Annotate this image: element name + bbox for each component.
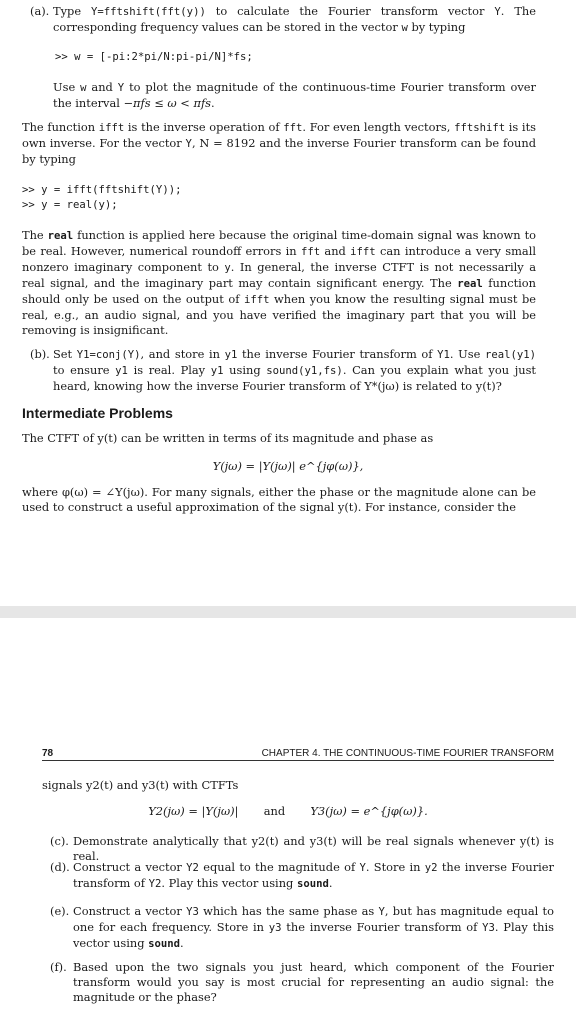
problem-b-label: (b). [30,347,50,361]
section-heading: Intermediate Problems [22,405,173,421]
problem-a-label: (a). [30,4,50,18]
code-ifft-line: >> y = ifft(fftshift(Y)); [22,184,182,196]
equation-y2-y3: Y2(jω) = |Y(jω)| and Y3(jω) = e^{jφ(ω)}. [148,804,428,818]
problem-c-label: (c). [50,834,69,848]
problem-d-label: (d). [50,860,70,874]
signals-paragraph: signals y2(t) and y3(t) with CTFTs [42,778,239,792]
page-separator [0,606,576,618]
problem-b [30,347,536,394]
use-w-y-para: Use w and Y to plot the magnitude of the continuous-time Fourier transform over the interval −πfs ≤ ω < πfs. [53,80,536,110]
header-rule [42,760,554,761]
code-real-line: >> y = real(y); [22,199,118,211]
ctft-paragraph: The CTFT of y(t) can be written in terms of its magnitude and phase as [22,431,434,445]
problem-e-label: (e). [50,904,70,918]
where-paragraph: where φ(ω) = ∠Y(jω). For many signals, either the phase or the magnitude alone can be used to construct a useful approximation of the signal y(t). For instance, consider the [22,485,536,514]
problem-e [50,904,554,952]
problem-d-text: Construct a vector Y2 equal to the magnitude of Y. Store in y2 the inverse Fourier transform of Y2. Play this vector using sound. [73,860,554,890]
problem-f-text: Based upon the two signals you just heard, which component of the Fourier transform would you say is most crucial for representing an audio signal: the magnitude or the phase? [73,960,554,1004]
problem-b-text: Set Y1=conj(Y), and store in y1 the inverse Fourier transform of Y1. Use real(y1) to ensure y1 is real. Play y1 using sound(y1,fs). Can you explain what you just heard, knowing how the inverse Fourier transform of Y*(jω) is related to y(t)? [53,347,536,393]
problem-e-text: Construct a vector Y3 which has the same phase as Y, but has magnitude equal to one for each frequency. Store in y3 the inverse Fourier transform of Y3. Play this vector using sound. [73,904,555,950]
problem-d [50,860,554,892]
problem-f-label: (f). [50,960,67,974]
page-number: 78 [42,748,54,759]
ifft-paragraph: The function ifft is the inverse operation of fft. For even length vectors, fftshift is its own inverse. For the vector Y, N = 8192 and the inverse Fourier transform can be found by typing [22,120,537,166]
page-bottom [0,618,576,1024]
problem-a-text: Type Y=fftshift(fft(y)) to calculate the Fourier transform vector Y. The corresponding frequency values can be stored in the vector w by typing [53,4,536,34]
chapter-title: CHAPTER 4. THE CONTINUOUS-TIME FOURIER TRANSFORM [261,748,554,759]
problem-a [30,4,536,36]
problem-f [50,960,554,1005]
problem-c-text: Demonstrate analytically that y2(t) and y3(t) will be real signals whenever y(t) is real. [73,834,554,863]
code-w-line: >> w = [-pi:2*pi/N:pi-pi/N]*fs; [55,51,253,63]
real-function-paragraph: The real function is applied here because the original time-domain signal was known to be real. However, numerical roundoff errors in fft and ifft can introduce a very small nonzero imaginary component to y. In general, the inverse CTFT is not necessarily a real signal, and the imaginary part may contain significant energy. The real function should only be used on the output of ifft when you know the resulting signal must be real, e.g., an audio signal, and you have verified the imaginary part that you will be removing is insignificant. [22,228,537,337]
equation-magnitude-phase: Y(jω) = |Y(jω)| e^{jφ(ω)}, [212,459,364,473]
